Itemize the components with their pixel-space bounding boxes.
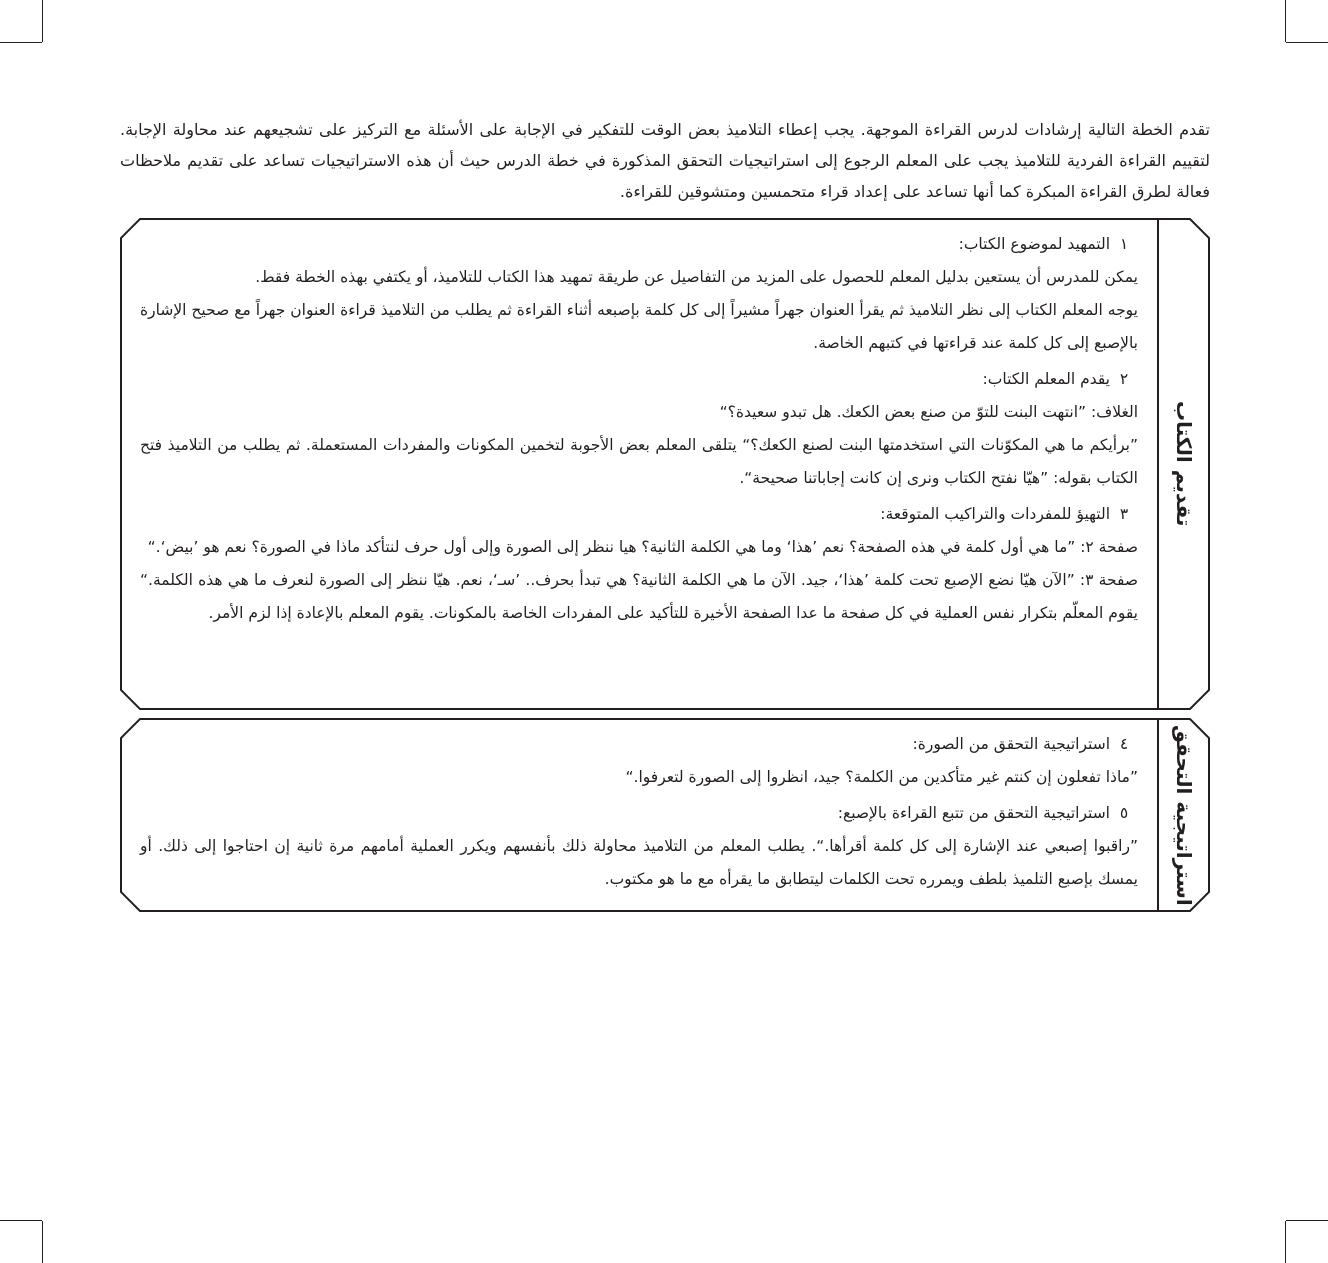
list-item — [140, 363, 1138, 495]
crop-mark — [1286, 1220, 1328, 1221]
crop-mark — [1286, 42, 1328, 43]
item-paragraph: صفحة ٢: ”ما هي أول كلمة في هذه الصفحة؟ نعم ’هذا‘ وما هي الكلمة الثانية؟ هيا ننظر إلى الصورة وإلى أول حرف لنتأكد ماذا في الصورة؟ نعم هو ’بيض‘.“ — [147, 538, 1138, 556]
crop-mark — [1285, 0, 1286, 42]
item-paragraph: يوجه المعلم الكتاب إلى نظر التلاميذ ثم يقرأ العنوان جهراً مشيراً إلى كل كلمة بإصبعه أثناء القراءة ثم يطلب من التلاميذ قراءة العنوان جهراً مع صحيح الإشارة بالإصبع إلى كل كلمة عند قراءتها في كتبهم الخاصة. — [140, 301, 1138, 352]
item-number: ١ — [1119, 235, 1129, 253]
side-label: استراتيجية التحقق — [1172, 724, 1196, 906]
item-paragraph: ”ماذا تفعلون إن كنتم غير متأكدين من الكلمة؟ جيد، انظروا إلى الصورة لتعرفوا.“ — [625, 768, 1138, 786]
crop-mark — [42, 1221, 43, 1263]
item-heading: استراتيجية التحقق من تتبع القراءة بالإصبع: — [837, 804, 1110, 822]
item-paragraph: صفحة ٣: ”الآن هيّا نضع الإصبع تحت كلمة ’هذا‘، جيد. الآن ما هي الكلمة الثانية؟ هي تبدأ بحرف.. ’سـ‘، نعم. هيّا ننظر إلى الصورة لنعرف ما هي هذه الكلمة.“ يقوم المعلّم بتكرار نفس العملية في كل صفحة ما عدا الصفحة الأخيرة للتأكيد على المفردات الخاصة بالمكونات. يقوم المعلم بالإعادة إذا لزم الأمر. — [140, 571, 1138, 622]
side-label: تقديم الكتاب — [1172, 401, 1196, 527]
side-label-cell — [1158, 218, 1210, 710]
item-paragraph: ”برأيكم ما هي المكوّنات التي استخدمتها البنت لصنع الكعك؟“ يتلقى المعلم بعض الأجوبة لتخمين المكونات والمفردات المستعملة. ثم يطلب من التلاميذ فتح الكتاب بقوله: ”هيّا نفتح الكتاب ونرى إن كانت إجاباتنا صحيحة“. — [140, 436, 1138, 487]
item-heading: التمهيد لموضوع الكتاب: — [958, 235, 1110, 253]
item-number: ٤ — [1119, 735, 1129, 753]
item-paragraph: يمكن للمدرس أن يستعين بدليل المعلم للحصول على المزيد من التفاصيل عن طريقة تمهيد هذا الكتاب للتلاميذ، أو يكتفي بهذه الخطة فقط. — [255, 268, 1138, 286]
item-paragraph: ”راقبوا إصبعي عند الإشارة إلى كل كلمة أقرأها.“. يطلب المعلم من التلاميذ محاولة ذلك بأنفسهم ويكرر العملية أمامهم مرة ثانية إن احتاجوا إلى ذلك. أو يمسك بإصبع التلميذ بلطف ويمرره تحت الكلمات ليتطابق ما يقرأه مع ما هو مكتوب. — [140, 837, 1138, 888]
panel-content — [140, 228, 1138, 630]
item-number: ٢ — [1119, 370, 1129, 388]
crop-mark — [1285, 1221, 1286, 1263]
item-heading: استراتيجية التحقق من الصورة: — [912, 735, 1110, 753]
verification-strategy-panel — [120, 718, 1210, 912]
item-number: ٣ — [1119, 505, 1129, 523]
crop-mark — [42, 0, 43, 42]
crop-mark — [0, 42, 42, 43]
crop-mark — [0, 1220, 42, 1221]
list-item — [140, 797, 1138, 896]
list-item — [140, 228, 1138, 360]
item-number: ٥ — [1119, 804, 1129, 822]
panel-content — [140, 728, 1138, 896]
item-heading: التهيؤ للمفردات والتراكيب المتوقعة: — [880, 505, 1110, 523]
item-paragraph: الغلاف: ”انتهت البنت للتوّ من صنع بعض الكعك. هل تبدو سعيدة؟“ — [719, 403, 1138, 421]
list-item — [140, 498, 1138, 630]
list-item — [140, 728, 1138, 794]
item-heading: يقدم المعلم الكتاب: — [982, 370, 1110, 388]
intro-paragraph: تقدم الخطة التالية إرشادات لدرس القراءة الموجهة. يجب إعطاء التلاميذ بعض الوقت للتفكير في الإجابة على الأسئلة مع التركيز على تشجيعهم عند محاولة الإجابة. لتقييم القراءة الفردية للتلاميذ يجب على المعلم الرجوع إلى استراتيجيات التحقق المذكورة في خطة الدرس حيث أن هذه الاستراتيجيات تساعد على تقديم ملاحظات فعالة لطرق القراءة المبكرة كما أنها تساعد على إعداد قراء متحمسين ومتشوقين للقراءة. — [120, 120, 1210, 201]
book-introduction-panel — [120, 218, 1210, 710]
side-label-cell — [1158, 718, 1210, 912]
